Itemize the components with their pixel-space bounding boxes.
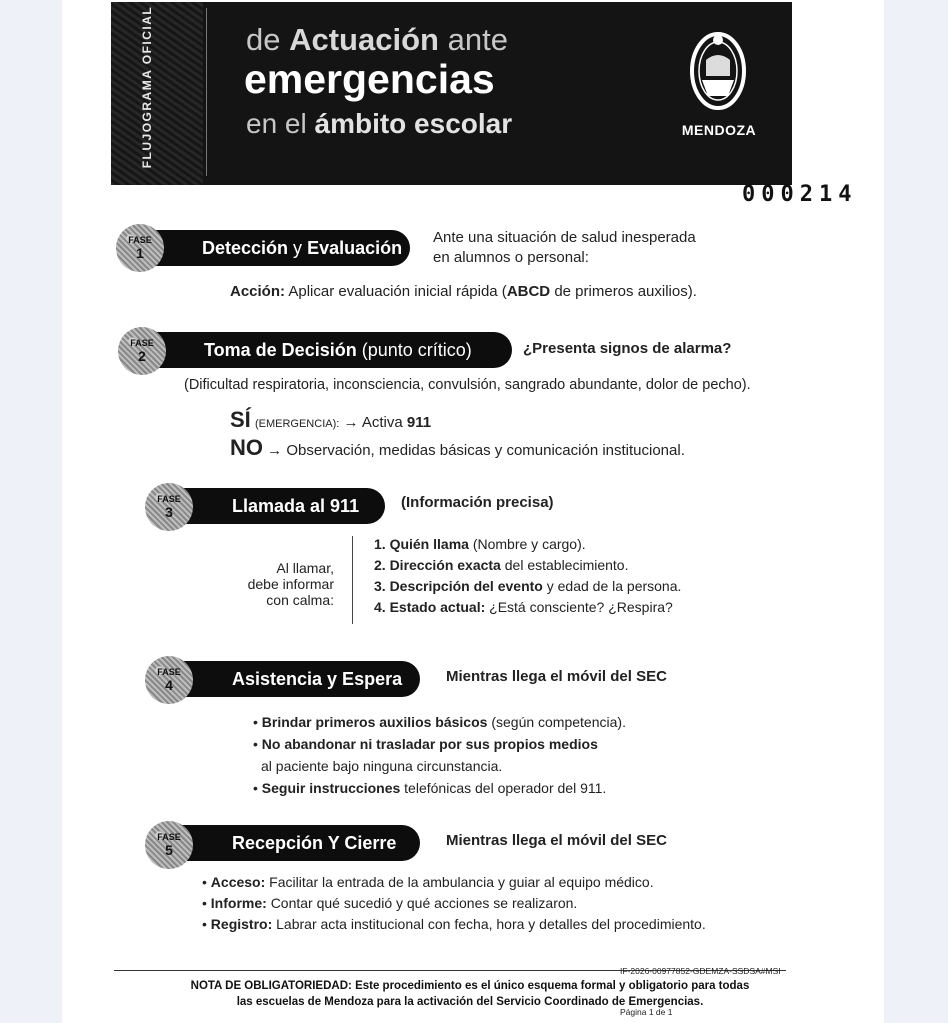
- phase-4-title: Asistencia y Espera: [170, 661, 420, 697]
- document-stamp: IF-2026-00977852-GDEMZA-SSDSA#MSI: [620, 966, 781, 976]
- phase-2-badge: FASE 2: [118, 327, 166, 375]
- alarm-signs: (Dificultad respiratoria, inconsciencia, convulsión, sangrado abundante, dolor de pecho).: [184, 377, 751, 393]
- phase-4-badge: FASE 4: [145, 656, 193, 704]
- decision-yes: SÍ (EMERGENCIA): → Activa 911: [230, 407, 432, 432]
- phase-5-title: Recepción Y Cierre: [170, 825, 420, 861]
- list-item: • Brindar primeros auxilios básicos (según competencia).: [253, 714, 626, 730]
- banner-texture: [111, 2, 203, 185]
- list-item: 3. Descripción del evento y edad de la persona.: [374, 578, 682, 594]
- phase-1-badge: FASE 1: [116, 224, 164, 272]
- assistance-list: [253, 711, 626, 799]
- document-number: 000214: [742, 182, 858, 207]
- province-label: MENDOZA: [681, 122, 757, 138]
- phase-1-action: Acción: Aplicar evaluación inicial rápida (ABCD de primeros auxilios).: [230, 283, 697, 300]
- mandatory-note: NOTA DE OBLIGATORIEDAD: Este procedimiento es el único esquema formal y obligatorio para todas las escuelas de Mendoza para la activación del Servicio Coordinado de Emergencias.: [190, 980, 750, 1008]
- page-number: Página 1 de 1: [620, 1007, 673, 1017]
- title-line-3: en el ámbito escolar: [246, 108, 513, 139]
- list-item: • Seguir instrucciones telefónicas del operador del 911.: [253, 780, 607, 796]
- call-instruction: Al llamar, debe informar con calma:: [247, 560, 334, 608]
- call-divider: [352, 536, 353, 624]
- header-banner: [111, 2, 792, 185]
- vertical-label: FLUJOGRAMA OFICIAL: [140, 5, 154, 169]
- banner-divider: [206, 8, 207, 176]
- list-item: • Acceso: Facilitar la entrada de la ambulancia y guiar al equipo médico.: [202, 874, 654, 890]
- mendoza-seal-icon: [688, 30, 748, 112]
- title-line-2: emergencias: [244, 56, 495, 102]
- phase-3-title: Llamada al 911: [170, 488, 385, 524]
- phase-3-badge: FASE 3: [145, 483, 193, 531]
- list-item: • No abandonar ni trasladar por sus propios medios: [253, 736, 598, 752]
- list-item: • Registro: Labrar acta institucional con fecha, hora y detalles del procedimiento.: [202, 916, 706, 932]
- phase-2-question: ¿Presenta signos de alarma?: [523, 340, 732, 357]
- list-item: 4. Estado actual: ¿Está consciente? ¿Respira?: [374, 599, 673, 615]
- phase-1-title: Detección y Evaluación: [140, 230, 410, 266]
- title-line-1: de Actuación ante: [246, 22, 508, 57]
- phase-1-context-line-2: en alumnos o personal:: [433, 249, 589, 266]
- phase-5-subtitle: Mientras llega el móvil del SEC: [446, 832, 667, 849]
- list-item: al paciente bajo ninguna circunstancia.: [261, 758, 503, 774]
- phase-3-subtitle: (Información precisa): [401, 494, 554, 511]
- phase-2-title: Toma de Decisión (punto crítico): [142, 332, 512, 368]
- phase-4-subtitle: Mientras llega el móvil del SEC: [446, 668, 667, 685]
- call-info-list: [374, 534, 681, 618]
- phase-5-badge: FASE 5: [145, 821, 193, 869]
- phase-1-context-line-1: Ante una situación de salud inesperada: [433, 229, 696, 246]
- list-item: • Informe: Contar qué sucedió y qué acciones se realizaron.: [202, 895, 578, 911]
- closure-list: [202, 872, 706, 935]
- list-item: 1. Quién llama (Nombre y cargo).: [374, 536, 586, 552]
- decision-no: NO → Observación, medidas básicas y comunicación institucional.: [230, 435, 685, 460]
- list-item: 2. Dirección exacta del establecimiento.: [374, 557, 629, 573]
